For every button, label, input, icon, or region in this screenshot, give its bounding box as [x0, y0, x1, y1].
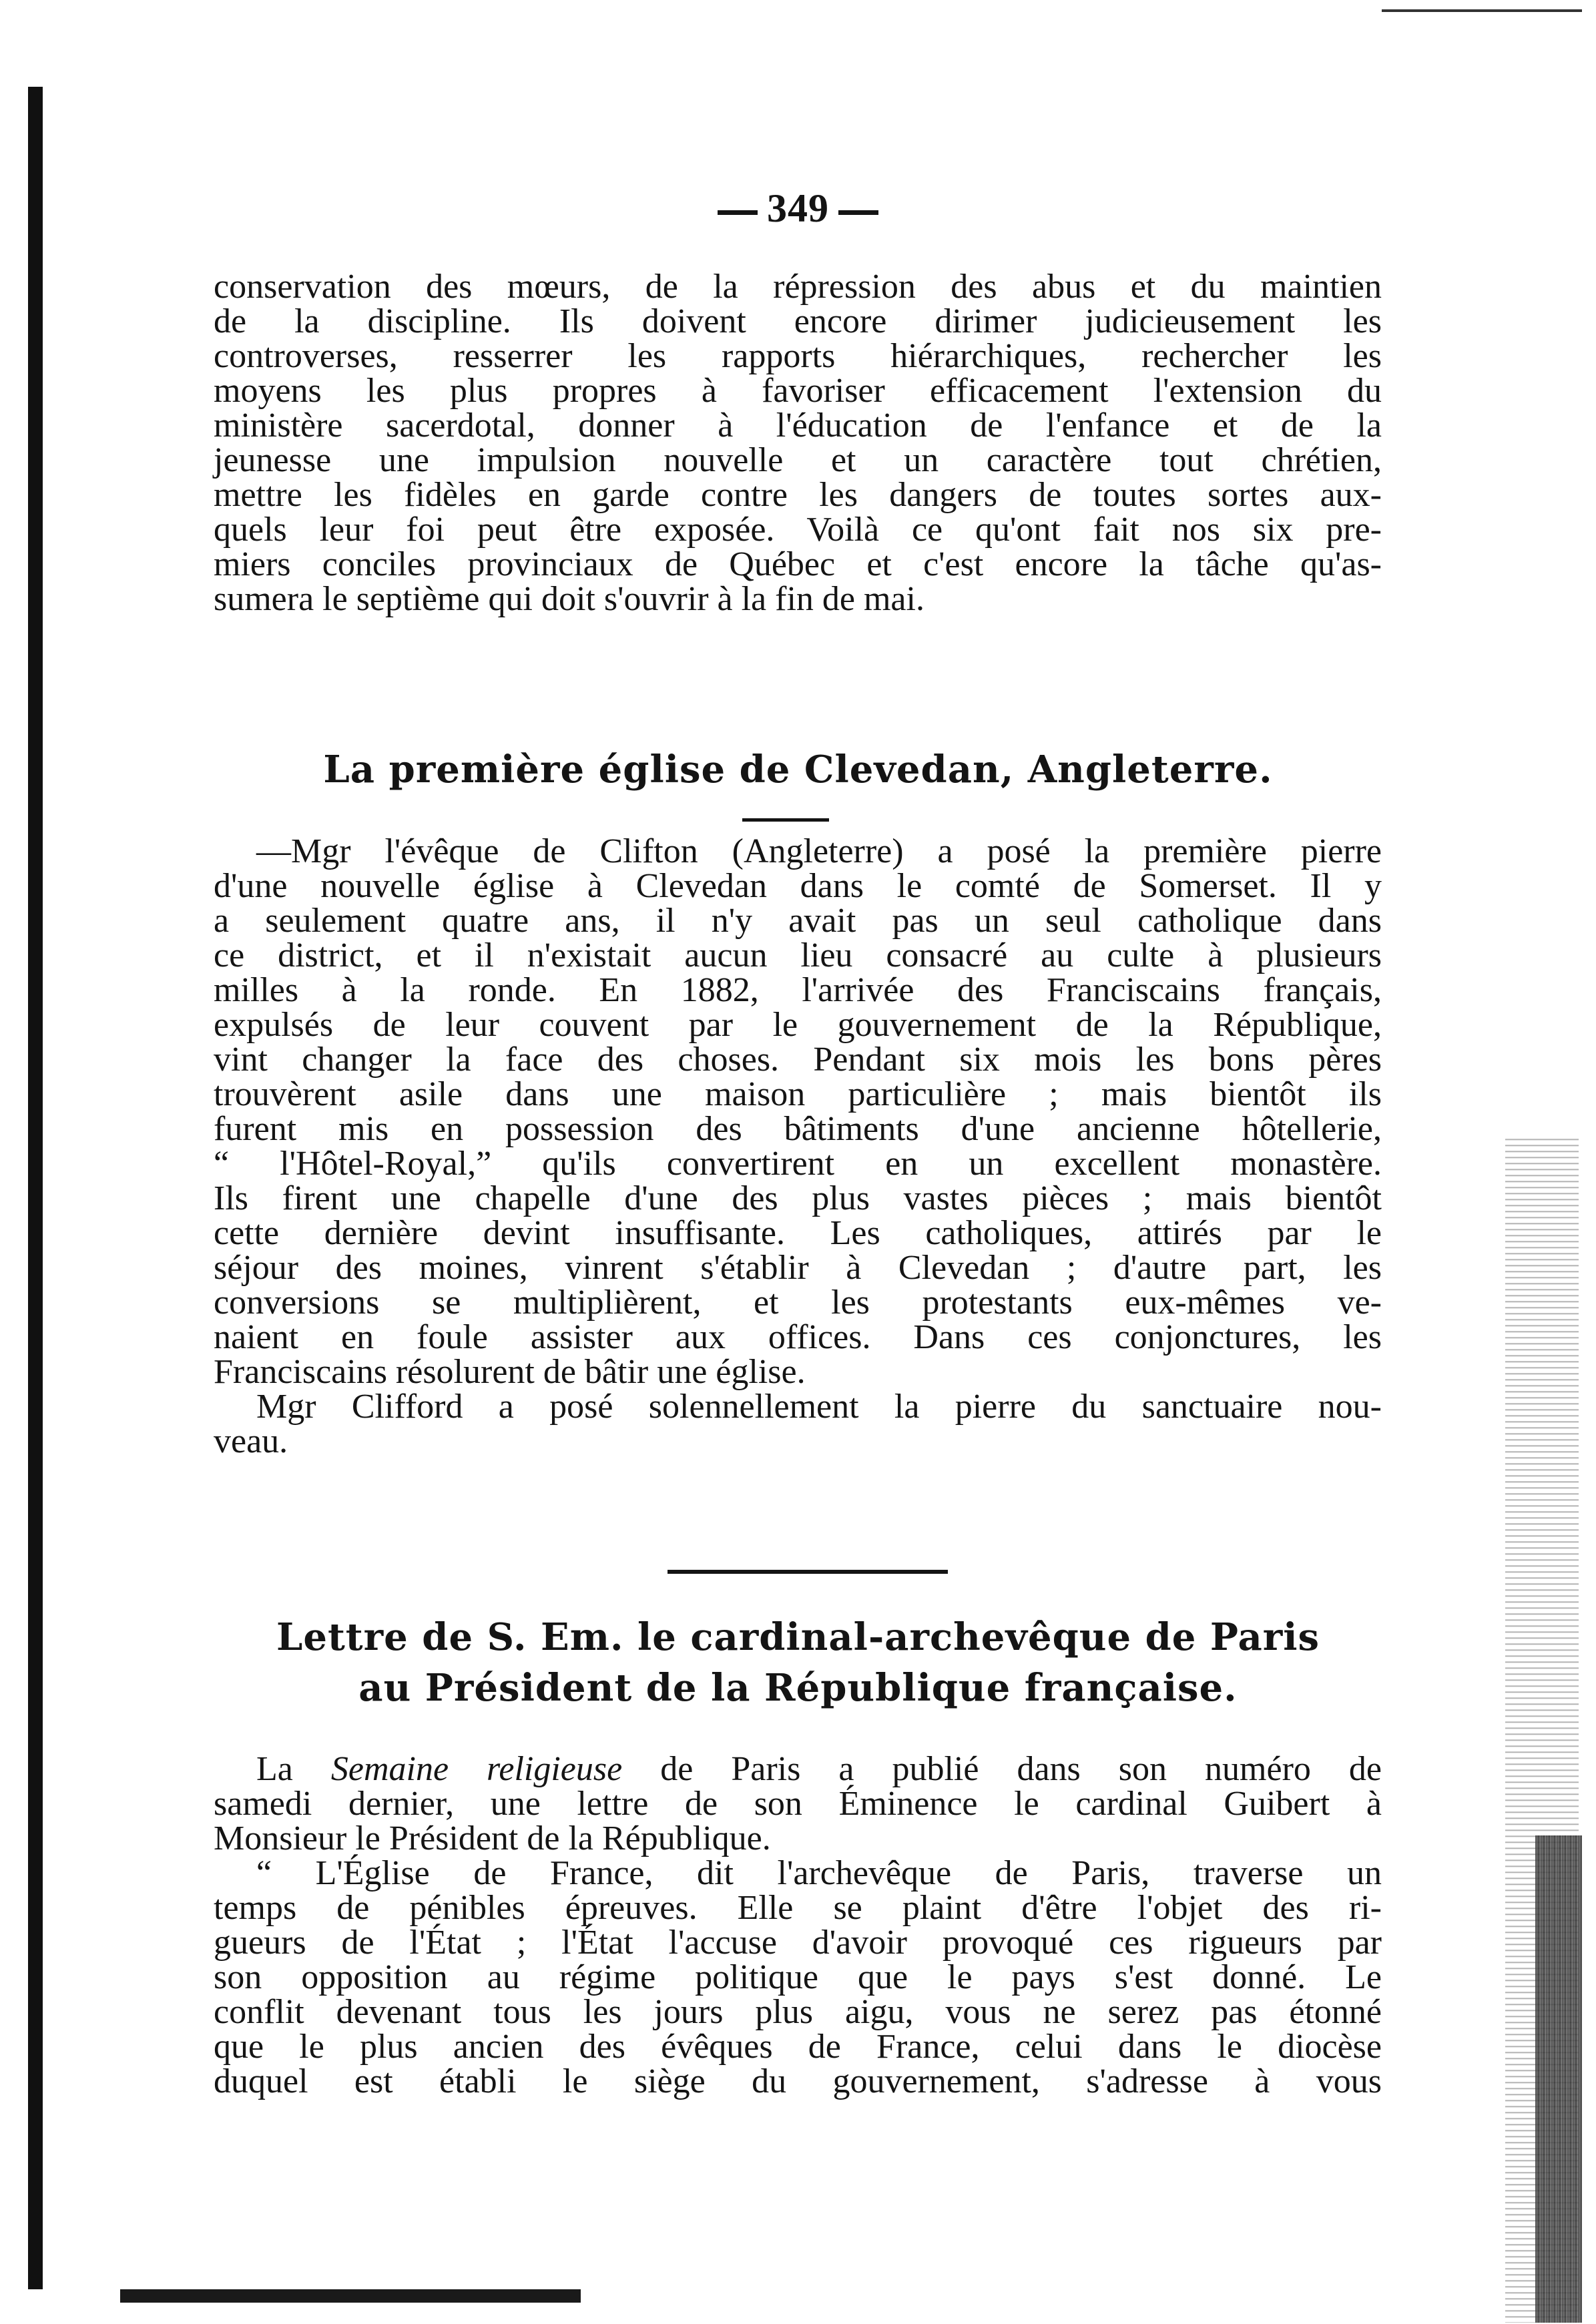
- text-line: conversions se multiplièrent, et les protestants eux-mêmes ve-: [214, 1283, 1382, 1322]
- separator-rule: [668, 1570, 948, 1574]
- text-line: conflit devenant tous les jours plus aigu, vous ne serez pas étonné: [214, 1993, 1382, 2031]
- page-number-dash-right: [838, 210, 878, 215]
- text-line: controverses, resserrer les rapports hiérarchiques, rechercher les: [214, 337, 1382, 375]
- text-line: conservation des mœurs, de la répression des abus et du maintien: [214, 268, 1382, 306]
- text-line: mettre les fidèles en garde contre les dangers de toutes sortes aux-: [214, 476, 1382, 514]
- text-line: gueurs de l'État ; l'État l'accuse d'avoir provoqué ces rigueurs par: [214, 1924, 1382, 1962]
- text-line: ministère sacerdotal, donner à l'éducation de l'enfance et de la: [214, 406, 1382, 445]
- text-line: trouvèrent asile dans une maison particulière ; mais bientôt ils: [214, 1075, 1382, 1113]
- text-line: son opposition au régime politique que le pays s'est donné. Le: [214, 1958, 1382, 1996]
- text-line: sumera le septième qui doit s'ouvrir à la fin de mai.: [214, 580, 924, 618]
- text-line: de la discipline. Ils doivent encore dirimer judicieusement les: [214, 302, 1382, 340]
- text-line: vint changer la face des choses. Pendant six mois les bons pères: [214, 1041, 1382, 1079]
- scan-left-binding-bar: [28, 87, 43, 2289]
- scan-bottom-line: [120, 2289, 581, 2303]
- text-line: temps de pénibles épreuves. Elle se plaint d'être l'objet des ri-: [214, 1889, 1382, 1927]
- text-line: jeunesse une impulsion nouvelle et un caractère tout chrétien,: [214, 441, 1382, 479]
- text-line: miers conciles provinciaux de Québec et c'est encore la tâche qu'as-: [214, 545, 1382, 583]
- text-line: Monsieur le Président de la République.: [214, 1819, 771, 1857]
- text-fragment: de Paris a publié dans son numéro de: [622, 1750, 1382, 1788]
- text-line: “ l'Hôtel-Royal,” qu'ils convertirent en un excellent monastère.: [214, 1145, 1382, 1183]
- text-line: veau.: [214, 1422, 288, 1460]
- text-line: cette dernière devint insuffisante. Les catholiques, attirés par le: [214, 1214, 1382, 1252]
- page-number: [0, 186, 1596, 232]
- text-line: expulsés de leur couvent par le gouvernement de la République,: [214, 1006, 1382, 1044]
- section-heading-lettre-subline: au Président de la République française.: [358, 1666, 1238, 1710]
- text-line: quels leur foi peut être exposée. Voilà ce qu'ont fait nos six pre-: [214, 511, 1382, 549]
- section-heading-clevedan: La première église de Clevedan, Angleterre.: [323, 748, 1273, 792]
- scan-right-edge-dark: [1535, 1835, 1582, 2323]
- separator-rule: [742, 818, 829, 822]
- text-line: furent mis en possession des bâtiments d'une ancienne hôtellerie,: [214, 1110, 1382, 1148]
- text-line: Franciscains résolurent de bâtir une église.: [214, 1353, 806, 1391]
- text-line: milles à la ronde. En 1882, l'arrivée des Franciscains français,: [214, 971, 1382, 1009]
- paragraph-lettre: [214, 1752, 1382, 2099]
- text-line: Ils firent une chapelle d'une des plus vastes pièces ; mais bientôt: [214, 1179, 1382, 1217]
- page-number-text: 349: [767, 186, 829, 230]
- text-line: “ L'Église de France, dit l'archevêque de Paris, traverse un: [256, 1854, 1382, 1892]
- scan-top-line: [1382, 9, 1582, 12]
- text-line: naient en foule assister aux offices. Dans ces conjonctures, les: [214, 1318, 1382, 1356]
- text-line: d'une nouvelle église à Clevedan dans le comté de Somerset. Il y: [214, 867, 1382, 905]
- text-line: —Mgr l'évêque de Clifton (Angleterre) a posé la première pierre: [256, 832, 1382, 870]
- section-heading-lettre: Lettre de S. Em. le cardinal-archevêque de Paris: [276, 1615, 1320, 1659]
- text-line: [214, 1752, 1382, 1787]
- text-line: a seulement quatre ans, il n'y avait pas un seul catholique dans: [214, 902, 1382, 940]
- page-number-dash-left: [718, 210, 758, 215]
- text-line: Mgr Clifford a posé solennellement la pierre du sanctuaire nou-: [256, 1388, 1382, 1426]
- text-line: ce district, et il n'existait aucun lieu consacré au culte à plusieurs: [214, 936, 1382, 974]
- text-line: samedi dernier, une lettre de son Éminence le cardinal Guibert à: [214, 1785, 1382, 1823]
- paragraph-clevedan: [214, 834, 1382, 1459]
- text-line: moyens les plus propres à favoriser efficacement l'extension du: [214, 372, 1382, 410]
- periodical-title: Semaine religieuse: [330, 1750, 623, 1788]
- text-line: que le plus ancien des évêques de France, celui dans le diocèse: [214, 2028, 1382, 2066]
- text-line: duquel est établi le siège du gouvernement, s'adresse à vous: [214, 2062, 1382, 2100]
- text-line: séjour des moines, vinrent s'établir à Clevedan ; d'autre part, les: [214, 1249, 1382, 1287]
- paragraph-conciles: [214, 270, 1382, 617]
- text-fragment: La: [256, 1750, 331, 1788]
